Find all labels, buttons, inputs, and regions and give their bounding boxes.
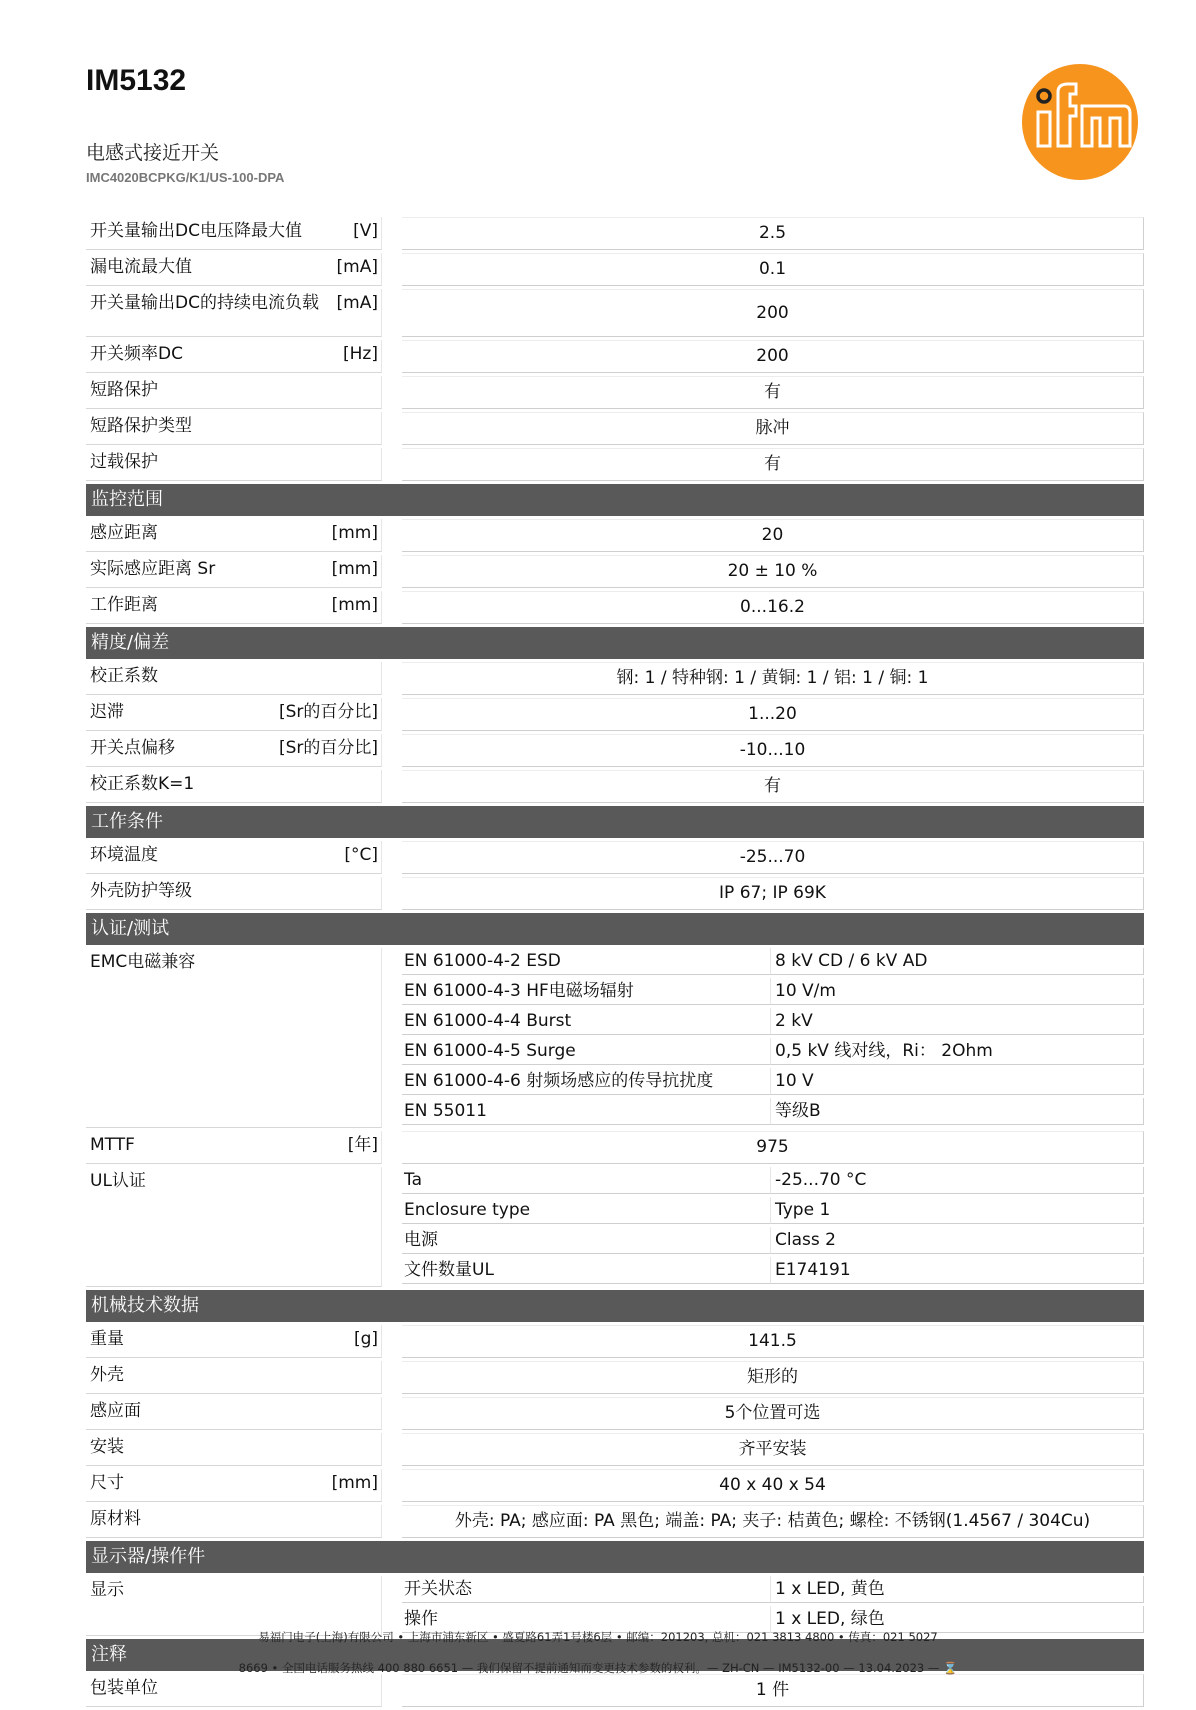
row-value: 20 ± 10 % <box>402 555 1144 588</box>
row-value: 2.5 <box>402 217 1144 250</box>
row-value: 1 件 <box>402 1674 1144 1707</box>
ul-label: UL认证 <box>90 1171 146 1191</box>
row-label: 短路保护类型 <box>90 416 192 436</box>
emc-value: 10 V <box>771 1068 1144 1095</box>
spec-row <box>86 1469 1144 1502</box>
emc-test: EN 61000-4-3 HF电磁场辐射 <box>402 978 771 1005</box>
section-header-mechanical: 机械技术数据 <box>86 1290 1144 1322</box>
display-key: 操作 <box>402 1606 771 1633</box>
row-unit: [年] <box>347 1135 378 1155</box>
spec-row <box>86 412 1144 445</box>
ul-item <box>402 1197 1144 1224</box>
row-value: 40 x 40 x 54 <box>402 1469 1144 1502</box>
emc-test: EN 61000-4-6 射频场感应的传导抗扰度 <box>402 1068 771 1095</box>
display-block <box>86 1576 1144 1636</box>
row-value: 有 <box>402 448 1144 481</box>
spec-row <box>86 217 1144 250</box>
row-label: 尺寸 <box>90 1473 124 1493</box>
row-label: 感应面 <box>90 1401 141 1421</box>
row-unit: [mm] <box>331 559 378 579</box>
section-header-conditions: 工作条件 <box>86 806 1144 838</box>
emc-value: 2 kV <box>771 1008 1144 1035</box>
emc-value: 0,5 kV 线对线，Ri： 2Ohm <box>771 1038 1144 1065</box>
row-label: 原材料 <box>90 1509 141 1529</box>
row-value: 齐平安装 <box>402 1433 1144 1466</box>
row-label: 校正系数K=1 <box>90 774 195 794</box>
row-value: 975 <box>402 1131 1144 1164</box>
product-code: IMC4020BCPKG/K1/US-100-DPA <box>86 170 285 185</box>
row-value: 5个位置可选 <box>402 1397 1144 1430</box>
spec-row <box>86 289 1144 337</box>
display-item <box>402 1576 1144 1603</box>
display-value: 1 x LED, 黄色 <box>771 1576 1144 1603</box>
spec-row <box>86 1505 1144 1538</box>
ul-key: 文件数量UL <box>402 1257 771 1284</box>
product-title: IM5132 <box>86 64 187 97</box>
row-value: -10...10 <box>402 734 1144 767</box>
ul-value: Type 1 <box>771 1197 1144 1224</box>
ul-item <box>402 1167 1144 1194</box>
ul-key: Ta <box>402 1167 771 1194</box>
footer-legal <box>0 1660 1196 1676</box>
row-value: 脉冲 <box>402 412 1144 445</box>
spec-row <box>86 1131 1144 1164</box>
spec-row <box>86 1397 1144 1430</box>
ul-item <box>402 1257 1144 1284</box>
row-label: 短路保护 <box>90 380 158 400</box>
row-unit: [mm] <box>331 595 378 615</box>
spec-row <box>86 376 1144 409</box>
row-value: IP 67; IP 69K <box>402 877 1144 910</box>
display-key: 开关状态 <box>402 1576 771 1603</box>
emc-value: 8 kV CD / 6 kV AD <box>771 948 1144 975</box>
spec-row <box>86 253 1144 286</box>
row-label: 外壳防护等级 <box>90 881 192 901</box>
row-unit: [g] <box>353 1329 378 1349</box>
spec-row <box>86 1433 1144 1466</box>
row-value: 200 <box>402 340 1144 373</box>
ul-item <box>402 1227 1144 1254</box>
emc-item <box>402 1038 1144 1065</box>
emc-test: EN 55011 <box>402 1098 771 1125</box>
row-unit: [mA] <box>336 293 378 313</box>
spec-row <box>86 662 1144 695</box>
spec-row <box>86 770 1144 803</box>
ul-key: 电源 <box>402 1227 771 1254</box>
row-label: 安装 <box>90 1437 124 1457</box>
row-label: 包装单位 <box>90 1678 158 1698</box>
row-label: 漏电流最大值 <box>90 257 192 277</box>
row-value: 141.5 <box>402 1325 1144 1358</box>
row-label: 迟滞 <box>90 702 124 722</box>
row-value: 钢: 1 / 特种钢: 1 / 黄铜: 1 / 铝: 1 / 铜: 1 <box>402 662 1144 695</box>
row-value: 外壳: PA; 感应面: PA 黑色; 端盖: PA; 夹子: 桔黄色; 螺栓: 不锈钢(1.4567 / 304Cu) <box>402 1505 1144 1538</box>
emc-item <box>402 1008 1144 1035</box>
section-header-accuracy: 精度/偏差 <box>86 627 1144 659</box>
spec-row <box>86 877 1144 910</box>
spec-row <box>86 519 1144 552</box>
row-value: 矩形的 <box>402 1361 1144 1394</box>
row-unit: [mm] <box>331 1473 378 1493</box>
row-label: 开关量输出DC的持续电流负载 <box>90 293 319 313</box>
emc-list <box>402 948 1144 1128</box>
row-value: 200 <box>402 289 1144 337</box>
display-list <box>402 1576 1144 1636</box>
emc-test: EN 61000-4-2 ESD <box>402 948 771 975</box>
display-label: 显示 <box>90 1580 124 1600</box>
spec-row <box>86 1361 1144 1394</box>
row-value: 0.1 <box>402 253 1144 286</box>
ul-value: Class 2 <box>771 1227 1144 1254</box>
spec-row <box>86 1325 1144 1358</box>
row-label: 环境温度 <box>90 845 158 865</box>
ul-list <box>402 1167 1144 1287</box>
row-unit: [mm] <box>331 523 378 543</box>
emc-item <box>402 1098 1144 1125</box>
spec-row <box>86 1674 1144 1707</box>
emc-test: EN 61000-4-4 Burst <box>402 1008 771 1035</box>
spec-row <box>86 734 1144 767</box>
spec-row <box>86 340 1144 373</box>
row-label: 校正系数 <box>90 666 158 686</box>
emc-item <box>402 1068 1144 1095</box>
row-unit: [V] <box>353 221 378 241</box>
row-value: -25...70 <box>402 841 1144 874</box>
spec-table <box>86 217 1144 1710</box>
product-type: 电感式接近开关 <box>86 142 220 164</box>
spec-row <box>86 698 1144 731</box>
emc-block <box>86 948 1144 1128</box>
spec-row <box>86 555 1144 588</box>
row-label: 实际感应距离 Sr <box>90 559 216 579</box>
row-unit: [Sr的百分比] <box>278 738 378 758</box>
ifm-logo <box>1020 62 1140 182</box>
ul-value: E174191 <box>771 1257 1144 1284</box>
emc-item <box>402 948 1144 975</box>
emc-value: 10 V/m <box>771 978 1144 1005</box>
ul-key: Enclosure type <box>402 1197 771 1224</box>
section-header-display: 显示器/操作件 <box>86 1541 1144 1573</box>
row-label: 感应距离 <box>90 523 158 543</box>
row-value: 1...20 <box>402 698 1144 731</box>
row-label: 开关点偏移 <box>90 738 175 758</box>
emc-label: EMC电磁兼容 <box>90 952 196 972</box>
emc-value: 等级B <box>771 1098 1144 1125</box>
row-value: 20 <box>402 519 1144 552</box>
section-header-approvals: 认证/测试 <box>86 913 1144 945</box>
emc-item <box>402 978 1144 1005</box>
row-value: 0...16.2 <box>402 591 1144 624</box>
row-label: 过载保护 <box>90 452 158 472</box>
ul-value: -25...70 °C <box>771 1167 1144 1194</box>
display-value: 1 x LED, 绿色 <box>771 1606 1144 1633</box>
row-unit: [Hz] <box>343 344 378 364</box>
row-unit: [Sr的百分比] <box>278 702 378 722</box>
row-unit: [mA] <box>336 257 378 277</box>
row-label: 工作距离 <box>90 595 158 615</box>
row-label: 外壳 <box>90 1365 124 1385</box>
hourglass-icon: ⌛ <box>943 1661 958 1675</box>
spec-row <box>86 841 1144 874</box>
emc-test: EN 61000-4-5 Surge <box>402 1038 771 1065</box>
row-value: 有 <box>402 376 1144 409</box>
row-label: 开关频率DC <box>90 344 183 364</box>
spec-row <box>86 448 1144 481</box>
section-header-notes: 注释 <box>86 1639 1144 1671</box>
spec-row <box>86 591 1144 624</box>
footer-legal-text: 8669 • 全国电话服务热线 400 880 6651 — 我们保留不提前通知而变更技术参数的权利。— ZH-CN — IM5132-00 — 13.04.2023 — <box>238 1661 944 1675</box>
section-header-monitoring: 监控范围 <box>86 484 1144 516</box>
footer-address: 易福门电子(上海)有限公司 • 上海市浦东新区 • 盛夏路61弄1号楼6层 • 邮编：201203, 总机：021 3813 4800 • 传真：021 5027 <box>258 1630 938 1644</box>
ul-block <box>86 1167 1144 1287</box>
row-label: 重量 <box>90 1329 124 1349</box>
row-unit: [°C] <box>344 845 378 865</box>
row-value: 有 <box>402 770 1144 803</box>
row-label: 开关量输出DC电压降最大值 <box>90 221 302 241</box>
row-label: MTTF <box>90 1135 135 1155</box>
